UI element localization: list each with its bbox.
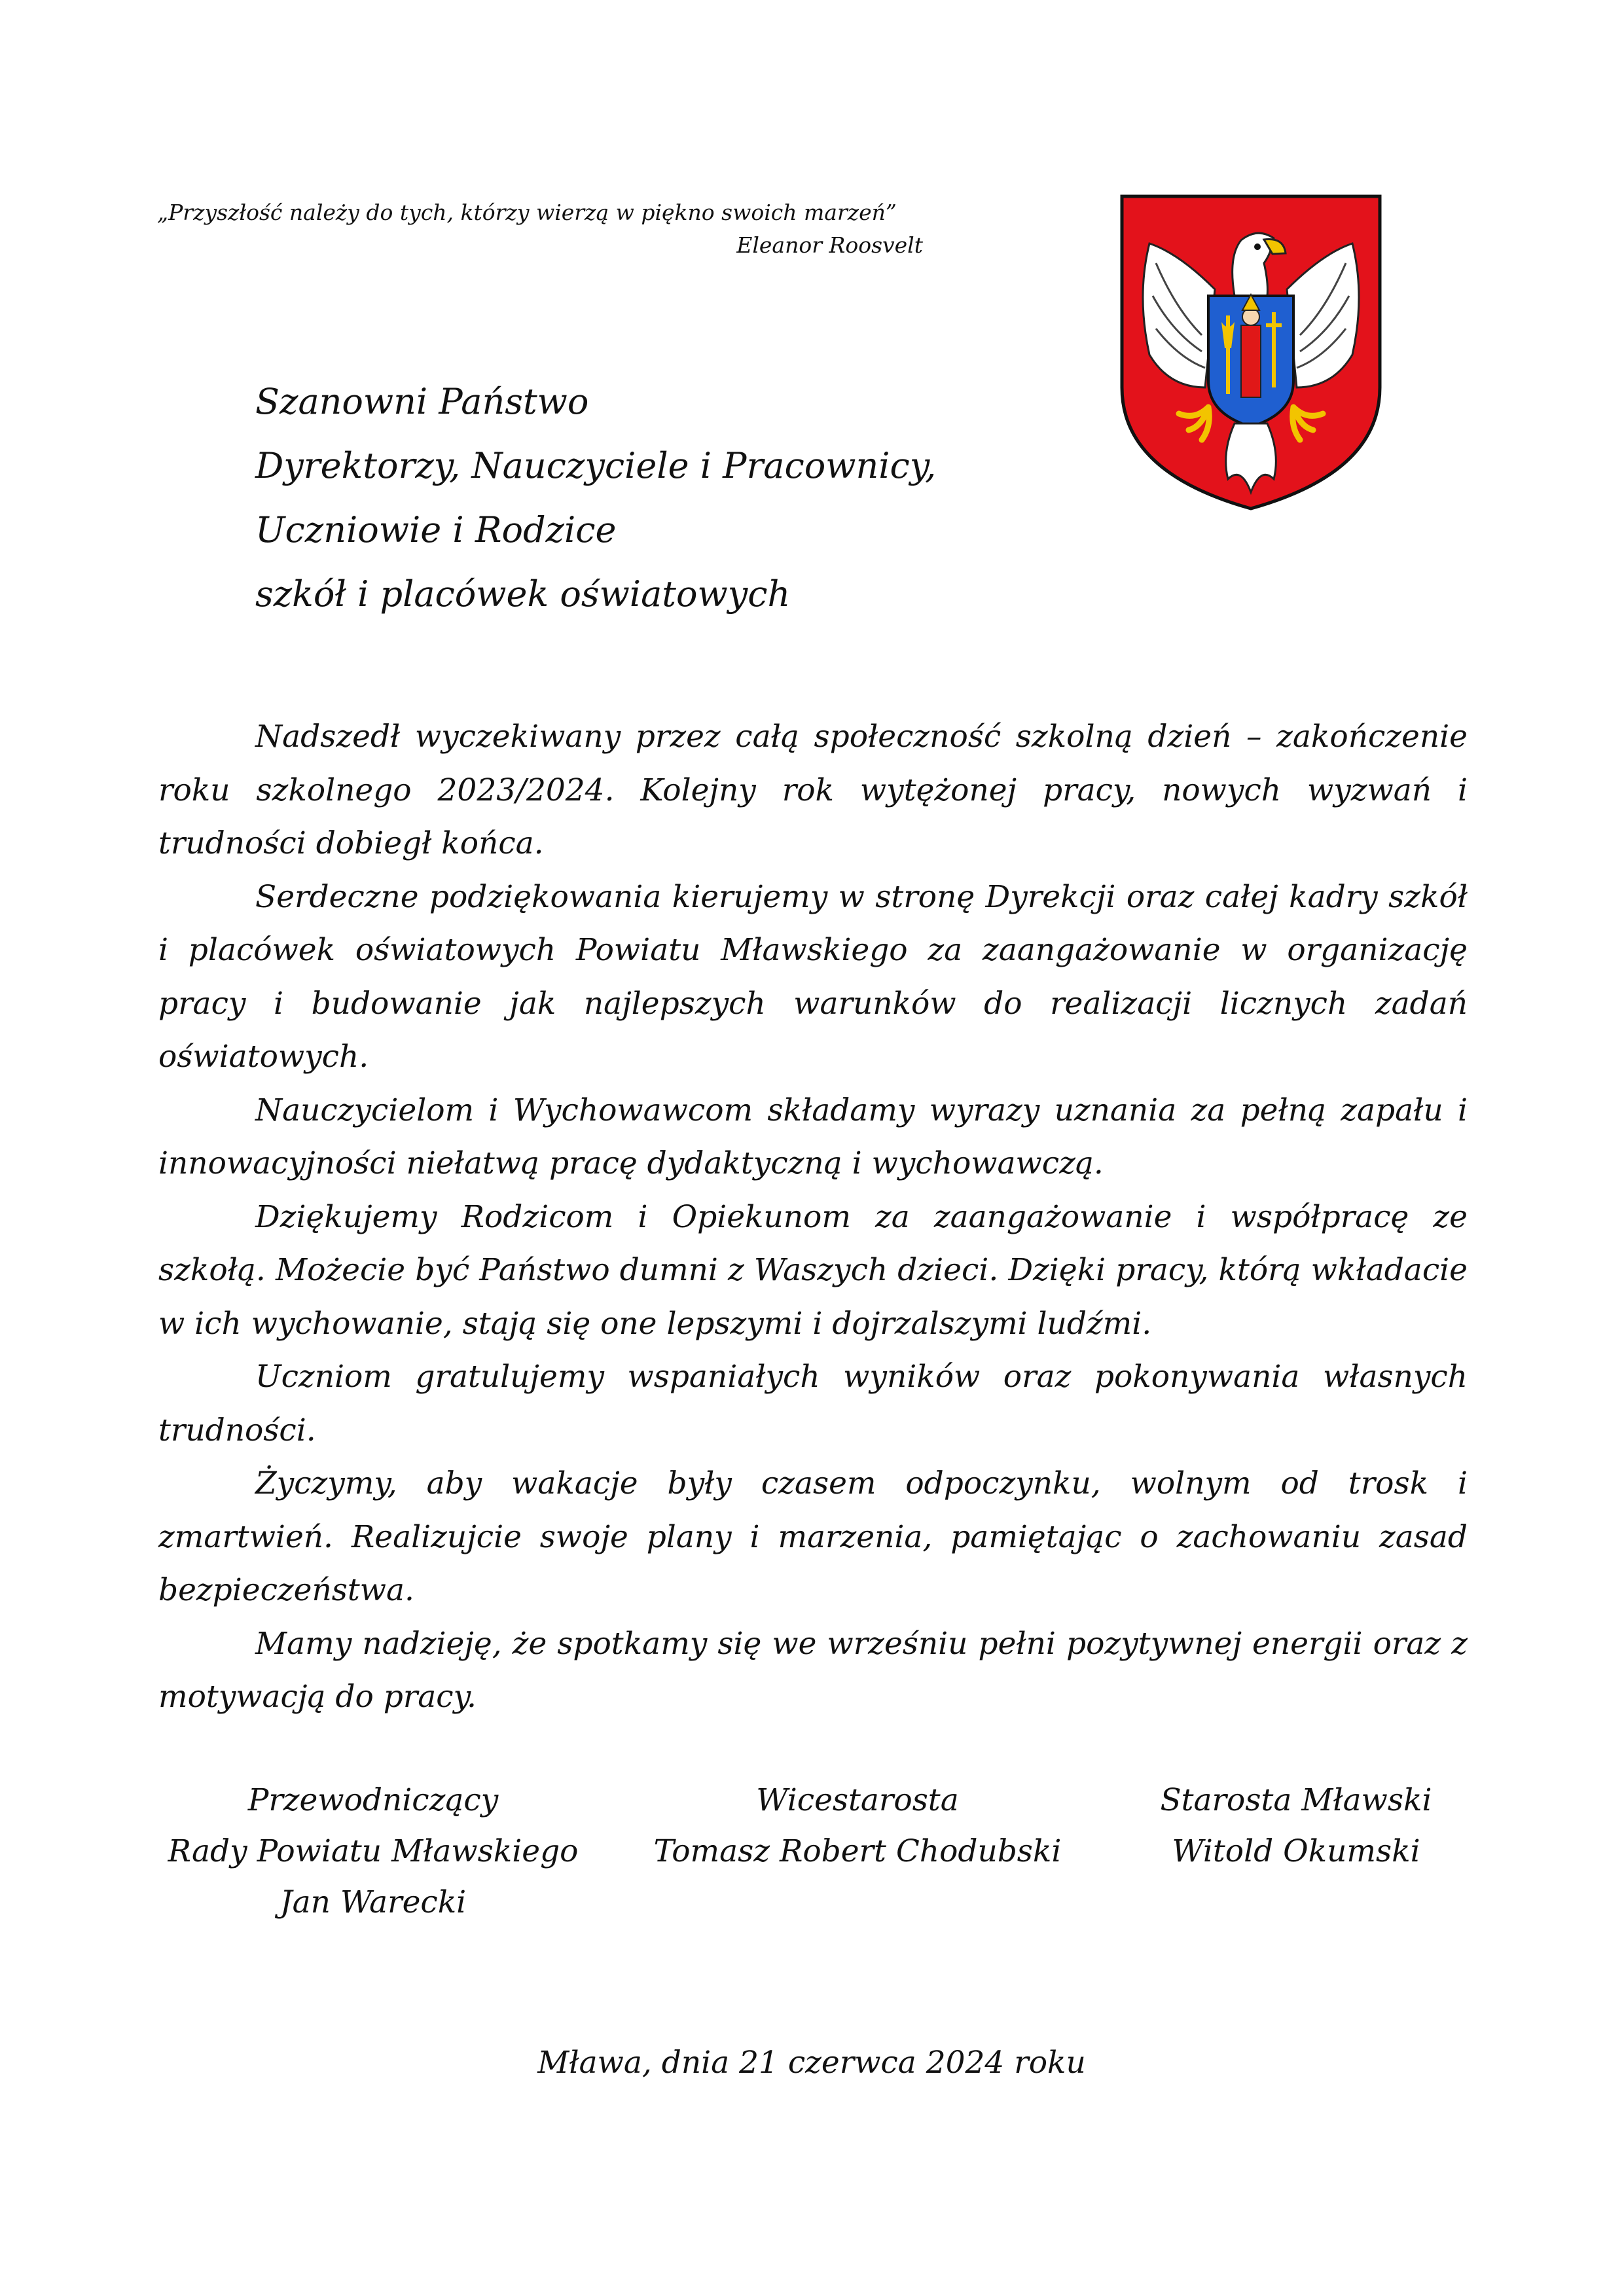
signature-title: Wicestarosta [756, 1782, 959, 1818]
body-paragraph: Nauczycielom i Wychowawcom składamy wyrazy uznania za pełną zapału i innowacyjności niełatwą pracę dydaktyczną i wychowawczą. [158, 1092, 1468, 1181]
salutation [255, 370, 1106, 626]
body-paragraph: Serdeczne podziękowania kierujemy w stronę Dyrekcji oraz całej kadry szkół i placówek oświatowych Powiatu Mławskiego za zaangażowanie w organizację pracy i budowanie jak najlepszych warunków do realizacji licznych zadań oświatowych. [158, 878, 1468, 1075]
place-and-date: Mława, dnia 21 czerwca 2024 roku [537, 2045, 1086, 2081]
body-paragraph: Nadszedł wyczekiwany przez całą społeczność szkolną dzień – zakończenie roku szkolnego 2023/2024. Kolejny rok wytężonej pracy, nowych wyzwań i trudności dobiegł końca. [158, 719, 1468, 861]
motto-quote [157, 196, 943, 262]
signature-body: Rady Powiatu Mławskiego [168, 1833, 579, 1869]
signature-title: Przewodniczący [247, 1782, 499, 1818]
signature-title: Starosta Mławski [1160, 1782, 1432, 1818]
body-paragraph: Uczniom gratulujemy wspaniałych wyników oraz pokonywania własnych trudności. [158, 1359, 1468, 1448]
signature-name: Tomasz Robert Chodubski [653, 1833, 1062, 1869]
signature-vice-starost [628, 1775, 1087, 1877]
salutation-line: Dyrektorzy, Nauczyciele i Pracownicy, [255, 445, 937, 486]
quote-text: „Przyszłość należy do tych, którzy wierzą w piękno swoich marzeń” [157, 200, 897, 225]
body-paragraph: Dziękujemy Rodzicom i Opiekunom za zaangażowanie i współpracę ze szkołą. Możecie być Państwo dumni z Waszych dzieci. Dzięki pracy, którą wkładacie w ich wychowanie, stają się one lepszymi i dojrzalszymi ludźmi. [158, 1198, 1468, 1342]
salutation-line: Uczniowie i Rodzice [255, 509, 617, 550]
signature-council-chairman [144, 1775, 602, 1928]
county-coat-of-arms [1117, 191, 1385, 512]
letter-body [158, 710, 1468, 1724]
signature-starost [1113, 1775, 1479, 1877]
body-paragraph: Życzymy, aby wakacje były czasem odpoczynku, wolnym od trosk i zmartwień. Realizujcie swoje plany i marzenia, pamiętając o zachowaniu zasad bezpieczeństwa. [158, 1465, 1468, 1608]
body-paragraph: Mamy nadzieję, że spotkamy się we wrześniu pełni pozytywnej energii oraz z motywacją do pracy. [158, 1625, 1468, 1715]
signature-name: Witold Okumski [1172, 1833, 1420, 1869]
eagle-coat-of-arms-icon [1117, 191, 1385, 512]
salutation-line: szkół i placówek oświatowych [255, 573, 791, 615]
quote-author: Eleanor Roosvelt [736, 232, 923, 258]
signature-name: Jan Warecki [280, 1884, 467, 1920]
salutation-line: Szanowni Państwo [255, 381, 589, 422]
